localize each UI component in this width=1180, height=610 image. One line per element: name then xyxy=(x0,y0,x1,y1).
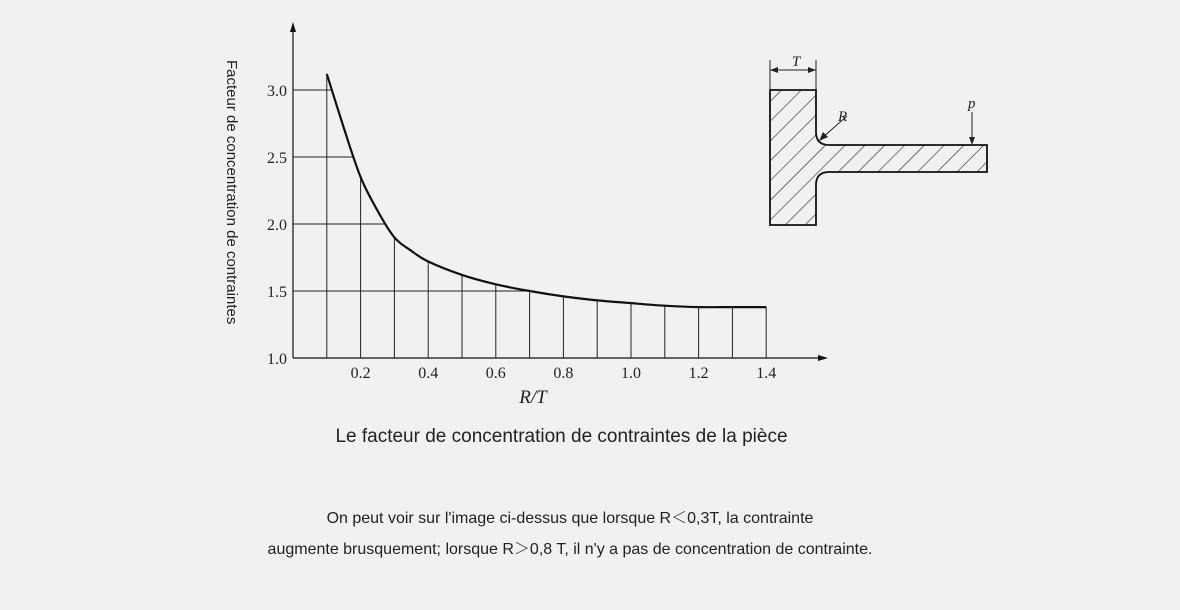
x-tick-label: 0.6 xyxy=(485,365,506,382)
series-curve xyxy=(327,74,766,307)
y-axis-label: Facteur de concentration de contraintes xyxy=(223,60,240,325)
y-tick-label: 1.0 xyxy=(267,351,287,368)
part-diagram xyxy=(770,54,987,225)
label-T: T xyxy=(791,54,801,70)
part-section xyxy=(770,90,987,225)
description-line-2: augmente brusquement; lorsque R＞0,8 T, il n'y a pas de concentration de contrainte. xyxy=(267,541,873,558)
dimension-T-arrow-left xyxy=(770,67,778,73)
x-tick-label: 0.8 xyxy=(553,365,574,382)
x-tick-label: 0.4 xyxy=(418,365,439,382)
x-tick-label: 0.2 xyxy=(350,365,371,382)
y-tick-label: 1.5 xyxy=(267,284,287,301)
x-tick-labels xyxy=(351,365,777,382)
y-tick-label: 2.5 xyxy=(267,150,287,167)
label-R: R xyxy=(838,109,848,125)
figure-caption: Le facteur de concentration de contraintes de la pièce xyxy=(335,426,788,447)
y-tick-label: 2.0 xyxy=(267,217,287,234)
y-tick-labels xyxy=(267,83,287,368)
load-arrow xyxy=(969,137,975,145)
y-axis-arrow xyxy=(290,22,296,32)
chart-grid xyxy=(293,74,766,358)
x-tick-label: 1.2 xyxy=(688,365,709,382)
chart-axes xyxy=(290,22,828,361)
dimension-T-arrow-right xyxy=(808,67,816,73)
x-axis-label: R/T xyxy=(519,387,547,408)
label-p: p xyxy=(968,96,976,112)
x-tick-label: 1.4 xyxy=(756,365,777,382)
y-tick-label: 3.0 xyxy=(267,83,287,100)
x-axis-arrow xyxy=(818,355,828,361)
description-line-1: On peut voir sur l'image ci-dessus que lorsque R＜0,3T, la contrainte xyxy=(326,510,814,527)
x-tick-label: 1.0 xyxy=(621,365,641,382)
